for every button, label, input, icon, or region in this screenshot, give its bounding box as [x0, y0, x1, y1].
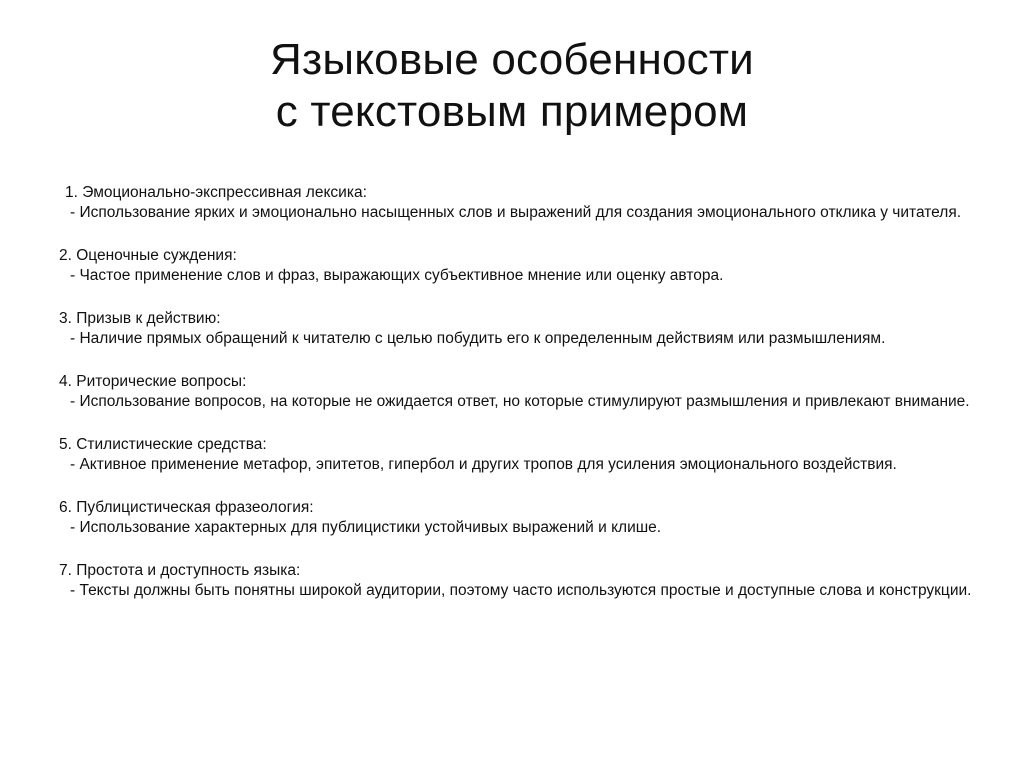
item-heading: 4. Риторические вопросы: [59, 373, 247, 390]
slide-title [60, 34, 964, 138]
list-item [59, 561, 979, 601]
list-item [59, 309, 979, 349]
item-heading: 1. Эмоционально-экспрессивная лексика: [65, 184, 367, 201]
item-description: - Активное применение метафор, эпитетов, гипербол и других тропов для усиления эмоционального воздействия. [70, 456, 897, 473]
item-heading: 3. Призыв к действию: [59, 310, 221, 327]
item-description: - Тексты должны быть понятны широкой аудитории, поэтому часто используются простые и доступные слова и конструкции. [70, 582, 972, 599]
item-heading: 5. Стилистические средства: [59, 436, 267, 453]
list-item [59, 246, 979, 286]
item-description: - Частое применение слов и фраз, выражающих субъективное мнение или оценку автора. [70, 267, 724, 284]
list-item [59, 435, 979, 475]
item-description: - Наличие прямых обращений к читателю с целью побудить его к определенным действиям или размышлениям. [70, 330, 886, 347]
item-heading: 6. Публицистическая фразеология: [59, 499, 314, 516]
item-heading: 2. Оценочные суждения: [59, 247, 237, 264]
item-description: - Использование вопросов, на которые не ожидается ответ, но которые стимулируют размышления и привлекают внимание. [70, 393, 970, 410]
item-heading: 7. Простота и доступность языка: [59, 562, 301, 579]
slide-content [59, 183, 979, 624]
item-description: - Использование ярких и эмоционально насыщенных слов и выражений для создания эмоционального отклика у читателя. [70, 204, 962, 221]
item-description: - Использование характерных для публицистики устойчивых выражений и клише. [70, 519, 662, 536]
title-line-1: Языковые особенности [270, 35, 754, 84]
list-item [59, 498, 979, 538]
title-line-2: с текстовым примером [275, 87, 749, 136]
list-item [59, 372, 979, 412]
list-item [59, 183, 979, 223]
